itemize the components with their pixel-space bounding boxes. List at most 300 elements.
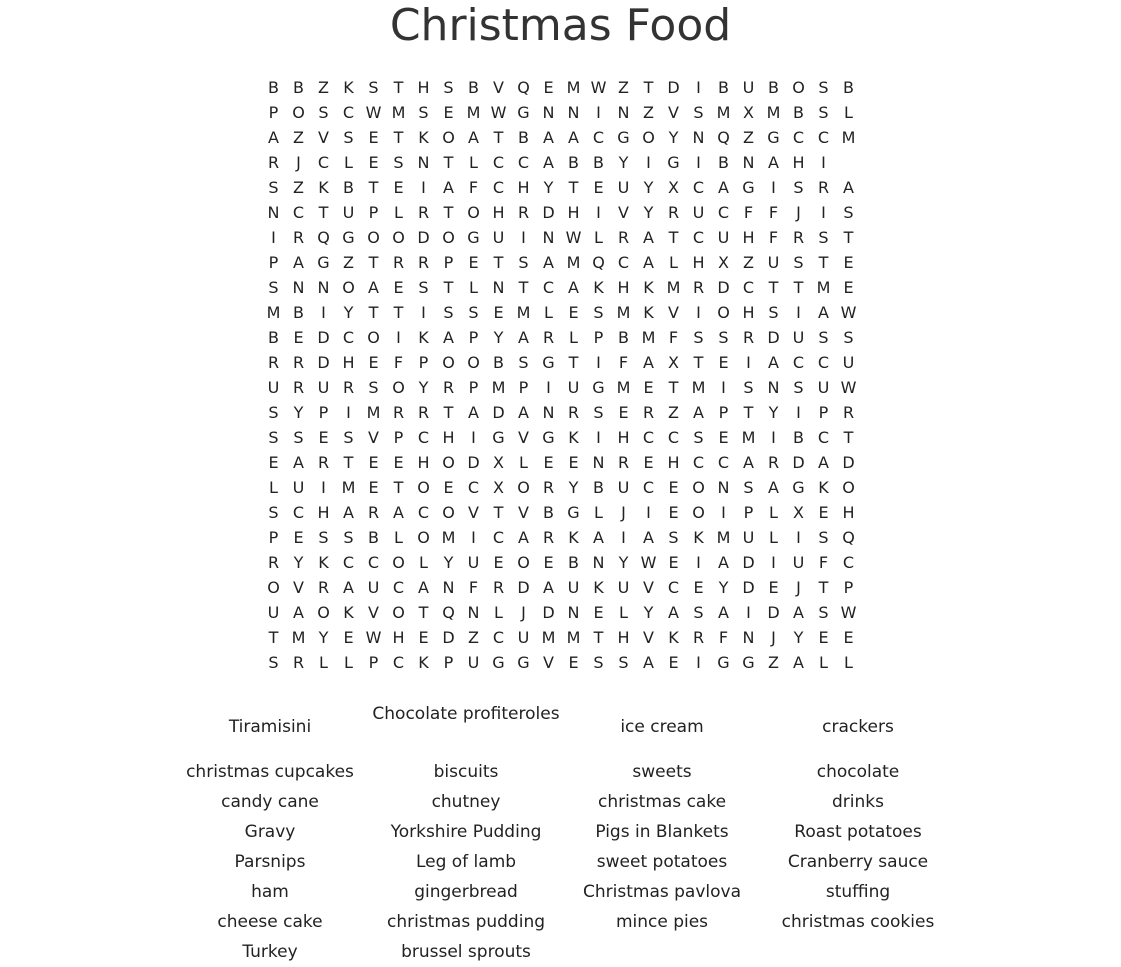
word-list-row [172,700,956,757]
grid-letter: B [793,103,804,122]
grid-letter: I [771,553,776,572]
grid-letter: S [818,103,829,122]
word-list-item: cheese cake [217,912,323,932]
grid-letter: Z [343,253,354,272]
grid-letter: A [443,178,454,197]
grid-letter: X [668,178,679,197]
grid-letter: A [543,253,554,272]
grid-letter: C [642,478,655,497]
grid-letter: C [717,453,730,472]
grid-letter: T [368,303,379,322]
grid-letter: C [392,653,405,672]
grid-letter: E [843,628,854,647]
grid-letter: D [442,628,455,647]
grid-letter: P [843,578,854,597]
grid-letter: S [268,653,279,672]
grid-letter: L [569,328,578,347]
grid-letter: U [792,553,805,572]
grid-letter: O [392,228,405,247]
grid-row [261,275,861,300]
grid-letter: T [493,128,504,147]
grid-letter: E [293,528,304,547]
grid-letter: I [271,228,276,247]
grid-letter: T [393,128,404,147]
grid-letter: N [542,103,555,122]
grid-letter: N [542,403,555,422]
grid-letter: R [317,453,330,472]
word-search-grid [261,75,861,675]
grid-letter: K [343,603,354,622]
grid-letter: S [418,103,429,122]
grid-letter: S [318,528,329,547]
grid-letter: D [742,553,755,572]
grid-letter: A [643,528,654,547]
grid-letter: M [391,103,406,122]
grid-letter: H [667,453,680,472]
page-title: Christmas Food [389,0,732,51]
grid-letter: V [668,103,679,122]
grid-letter: C [317,153,330,172]
grid-letter: S [468,303,479,322]
word-list-item: biscuits [433,762,499,782]
grid-letter: C [292,503,305,522]
grid-letter: T [568,178,579,197]
grid-letter: C [342,103,355,122]
grid-letter: U [267,378,280,397]
grid-letter: X [743,103,754,122]
grid-letter: H [442,428,455,447]
grid-letter: Y [343,303,354,322]
grid-letter: R [792,228,805,247]
word-list-row [172,847,956,877]
grid-letter: U [817,378,830,397]
grid-letter: T [518,278,529,297]
grid-letter: O [417,528,430,547]
grid-letter: I [396,328,401,347]
word-list-item: stuffing [825,882,891,902]
word-list-item: sweet potatoes [596,852,728,872]
grid-letter: M [616,303,631,322]
grid-letter: K [668,628,679,647]
grid-letter: T [443,153,454,172]
grid-letter: L [469,153,478,172]
word-list-row [172,937,956,967]
grid-letter: I [596,203,601,222]
grid-letter: A [743,453,754,472]
grid-letter: G [742,653,755,672]
grid-letter: E [668,653,679,672]
grid-letter: A [343,503,354,522]
grid-letter: E [493,553,504,572]
grid-letter: E [443,103,454,122]
grid-letter: L [394,203,403,222]
grid-letter: A [293,253,304,272]
grid-letter: A [793,653,804,672]
grid-letter: T [318,203,329,222]
grid-letter: M [466,103,481,122]
grid-letter: N [742,628,755,647]
grid-letter: I [596,428,601,447]
grid-letter: T [268,628,279,647]
grid-letter: K [568,428,579,447]
grid-letter: V [368,428,379,447]
grid-letter: O [517,478,530,497]
grid-letter: O [692,503,705,522]
grid-letter: M [666,278,681,297]
grid-letter: I [696,153,701,172]
grid-letter: A [518,403,529,422]
grid-letter: K [418,653,429,672]
grid-letter: Z [668,403,679,422]
grid-letter: A [518,528,529,547]
grid-letter: A [568,128,579,147]
grid-letter: J [796,203,801,222]
grid-letter: S [293,428,304,447]
grid-letter: W [490,103,507,122]
grid-letter: D [467,453,480,472]
grid-letter: I [696,303,701,322]
grid-letter: Z [318,78,329,97]
grid-letter: H [342,353,355,372]
grid-letter: K [418,328,429,347]
grid-letter: U [492,228,505,247]
grid-letter: E [318,428,329,447]
grid-letter: O [842,478,855,497]
grid-letter: V [468,503,479,522]
grid-letter: M [841,128,856,147]
grid-letter: Y [643,203,654,222]
grid-letter: W [840,378,857,397]
grid-letter: W [840,303,857,322]
grid-letter: S [518,253,529,272]
grid-letter: L [494,603,503,622]
word-list-item: ham [251,882,289,902]
word-list-item: Parsnips [234,852,306,872]
grid-letter: Y [493,328,504,347]
grid-letter: C [417,503,430,522]
grid-letter: S [593,403,604,422]
grid-letter: P [268,253,279,272]
grid-letter: A [643,653,654,672]
grid-letter: S [343,128,354,147]
grid-letter: F [668,328,679,347]
grid-row [261,200,861,225]
grid-letter: U [617,578,630,597]
word-list-item: christmas cake [597,792,727,812]
grid-letter: E [543,553,554,572]
grid-letter: Z [743,253,754,272]
grid-letter: S [368,378,379,397]
word-list-item: Tiramisini [228,717,312,737]
grid-letter: R [267,553,280,572]
grid-letter: N [317,278,330,297]
grid-letter: M [541,628,556,647]
grid-letter: F [743,203,754,222]
grid-row [261,450,861,475]
grid-letter: L [769,503,778,522]
grid-letter: C [817,128,830,147]
grid-letter: D [542,603,555,622]
grid-letter: U [617,478,630,497]
grid-letter: S [843,328,854,347]
grid-row [261,350,861,375]
grid-letter: R [642,403,655,422]
grid-letter: S [743,478,754,497]
grid-row [261,250,861,275]
word-list-item: Pigs in Blankets [595,822,729,842]
grid-letter: L [519,453,528,472]
grid-letter: K [593,278,604,297]
grid-letter: M [341,478,356,497]
grid-letter: I [821,153,826,172]
grid-letter: R [442,378,455,397]
grid-letter: H [417,78,430,97]
grid-letter: Z [293,178,304,197]
grid-letter: X [493,453,504,472]
grid-letter: R [392,253,405,272]
grid-letter: H [792,153,805,172]
grid-letter: P [743,503,754,522]
word-list-row [172,787,956,817]
grid-letter: C [492,153,505,172]
grid-letter: S [268,503,279,522]
grid-letter: C [617,253,630,272]
word-list-item: ice cream [620,717,704,737]
grid-letter: A [543,578,554,597]
grid-letter: C [492,528,505,547]
grid-letter: U [767,253,780,272]
grid-letter: P [468,378,479,397]
grid-letter: B [768,78,779,97]
grid-letter: R [292,378,305,397]
grid-letter: O [442,453,455,472]
grid-letter: C [792,353,805,372]
word-list-item: gingerbread [414,882,518,902]
grid-letter: E [568,303,579,322]
grid-letter: M [491,378,506,397]
grid-letter: N [267,203,280,222]
grid-letter: T [818,253,829,272]
grid-letter: M [766,103,781,122]
grid-letter: S [343,528,354,547]
grid-row [261,600,861,625]
grid-letter: A [768,478,779,497]
grid-letter: S [443,78,454,97]
grid-letter: F [718,628,729,647]
grid-letter: O [442,128,455,147]
grid-letter: B [568,153,579,172]
grid-letter: R [542,528,555,547]
grid-letter: X [668,353,679,372]
grid-letter: U [317,378,330,397]
grid-letter: E [343,628,354,647]
grid-letter: I [546,378,551,397]
grid-letter: E [843,278,854,297]
grid-letter: A [518,328,529,347]
grid-letter: C [817,353,830,372]
grid-letter: A [443,328,454,347]
grid-letter: N [492,278,505,297]
grid-letter: C [342,328,355,347]
grid-letter: B [268,328,279,347]
grid-letter: E [468,253,479,272]
grid-letter: S [693,328,704,347]
grid-letter: T [493,253,504,272]
grid-letter: G [342,228,355,247]
grid-letter: N [767,378,780,397]
grid-letter: C [592,128,605,147]
grid-row [261,500,861,525]
grid-letter: A [768,153,779,172]
grid-letter: P [268,103,279,122]
grid-letter: C [692,178,705,197]
grid-letter: U [742,528,755,547]
grid-letter: R [692,628,705,647]
grid-row [261,150,861,175]
word-list-item: mince pies [615,912,709,932]
grid-letter: S [593,303,604,322]
grid-letter: T [793,278,804,297]
grid-row [261,325,861,350]
grid-letter: Y [718,578,729,597]
grid-letter: C [492,628,505,647]
grid-letter: V [368,603,379,622]
grid-letter: N [292,278,305,297]
grid-letter: R [267,353,280,372]
grid-letter: B [343,178,354,197]
grid-letter: E [293,328,304,347]
grid-letter: M [516,303,531,322]
grid-letter: Y [318,628,329,647]
grid-row [261,525,861,550]
grid-letter: G [517,653,530,672]
grid-letter: Y [293,553,304,572]
grid-letter: K [643,278,654,297]
word-list-item: Turkey [242,942,298,962]
word-list-item: Chocolate profiteroles [372,704,560,724]
grid-letter: Y [418,378,429,397]
grid-letter: O [442,228,455,247]
grid-letter: B [593,153,604,172]
grid-row [261,225,861,250]
grid-letter: U [567,578,580,597]
grid-letter: A [843,178,854,197]
grid-letter: T [693,353,704,372]
word-list-item: christmas cookies [781,912,935,932]
grid-letter: A [393,503,404,522]
grid-letter: P [418,353,429,372]
word-list-item: Roast potatoes [794,822,922,842]
grid-letter: Y [618,153,629,172]
grid-letter: E [593,603,604,622]
grid-letter: S [343,428,354,447]
word-list-item: Gravy [244,822,296,842]
grid-letter: L [619,603,628,622]
grid-letter: Y [668,128,679,147]
grid-letter: O [317,603,330,622]
grid-letter: O [367,328,380,347]
grid-letter: N [717,478,730,497]
grid-letter: Z [618,78,629,97]
grid-letter: R [667,203,680,222]
grid-letter: C [342,553,355,572]
grid-letter: T [843,228,854,247]
word-list-item: christmas cupcakes [186,762,354,782]
grid-letter: G [767,128,780,147]
grid-letter: E [368,478,379,497]
grid-letter: N [592,553,605,572]
grid-letter: D [717,278,730,297]
grid-letter: L [669,253,678,272]
grid-letter: M [266,303,281,322]
grid-letter: G [567,503,580,522]
grid-letter: R [567,403,580,422]
grid-letter: R [267,153,280,172]
grid-letter: S [693,428,704,447]
grid-letter: T [843,428,854,447]
grid-letter: B [843,78,854,97]
word-list-item [564,937,760,967]
word-list-item [760,937,956,967]
grid-letter: S [693,603,704,622]
grid-letter: Q [717,128,730,147]
grid-letter: L [544,303,553,322]
word-list-item: Christmas pavlova [583,882,741,902]
grid-letter: U [467,553,480,572]
grid-letter: T [568,353,579,372]
word-list-row [172,907,956,937]
grid-letter: H [842,503,855,522]
grid-letter: E [693,578,704,597]
grid-letter: S [418,278,429,297]
grid-letter: K [818,478,829,497]
grid-letter: U [617,178,630,197]
grid-letter: L [344,153,353,172]
grid-letter: F [468,578,479,597]
grid-letter: D [317,328,330,347]
grid-letter: H [517,178,530,197]
grid-letter: B [293,78,304,97]
grid-letter: E [393,453,404,472]
grid-letter: N [442,578,455,597]
grid-letter: I [796,403,801,422]
grid-letter: R [417,253,430,272]
grid-letter: K [593,578,604,597]
grid-letter: W [640,553,657,572]
grid-letter: A [368,278,379,297]
grid-letter: M [291,628,306,647]
grid-row [261,375,861,400]
grid-letter: A [293,603,304,622]
grid-letter: D [417,228,430,247]
grid-row [261,100,861,125]
grid-letter: E [268,453,279,472]
grid-letter: I [646,503,651,522]
grid-letter: U [842,353,855,372]
grid-letter: X [793,503,804,522]
grid-letter: E [543,453,554,472]
grid-letter: P [518,378,529,397]
grid-letter: Z [293,128,304,147]
grid-letter: P [393,428,404,447]
grid-letter: R [417,403,430,422]
grid-letter: A [568,278,579,297]
grid-letter: T [368,253,379,272]
grid-letter: K [693,528,704,547]
grid-letter: U [267,603,280,622]
grid-letter: R [342,378,355,397]
grid-letter: T [343,453,354,472]
